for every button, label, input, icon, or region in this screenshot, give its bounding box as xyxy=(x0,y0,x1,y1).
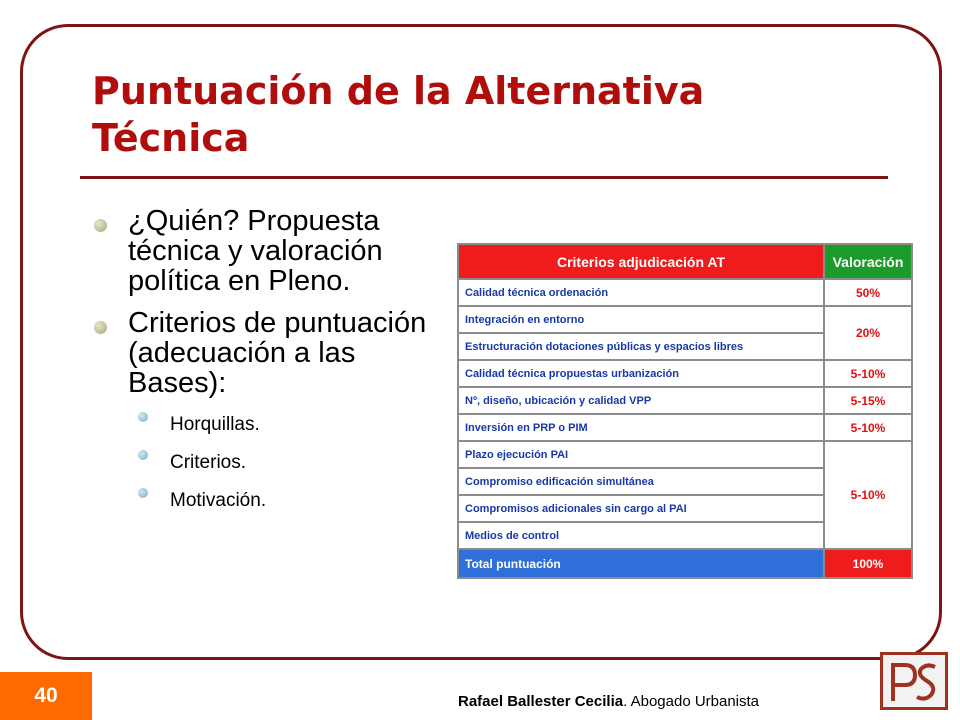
sub-bullet-dot-icon xyxy=(138,488,148,498)
criteria-cell: Nº, diseño, ubicación y calidad VPP xyxy=(458,387,824,414)
criteria-cell: Integración en entorno xyxy=(458,306,824,333)
criteria-cell: Plazo ejecución PAI xyxy=(458,441,824,468)
total-value-cell: 100% xyxy=(824,549,912,578)
criteria-cell: Estructuración dotaciones públicas y espacios libres xyxy=(458,333,824,360)
criteria-cell: Compromiso edificación simultánea xyxy=(458,468,824,495)
ps-logo xyxy=(880,652,948,710)
table-row xyxy=(458,441,912,468)
valuation-cell: 20% xyxy=(824,306,912,360)
footer-credit xyxy=(458,693,759,710)
bullet-text: Criterios de puntuación (adecuación a las Bases): xyxy=(128,307,427,399)
criteria-table xyxy=(457,243,913,579)
footer-role: . Abogado Urbanista xyxy=(623,693,760,710)
criteria-cell: Calidad técnica propuestas urbanización xyxy=(458,360,824,387)
total-label-cell: Total puntuación xyxy=(458,549,824,578)
valuation-cell: 5-10% xyxy=(824,441,912,549)
table-row xyxy=(458,387,912,414)
sub-bullet-text: Motivación. xyxy=(170,490,267,511)
valuation-header: Valoración xyxy=(824,244,912,279)
footer-author: Rafael Ballester Cecilia xyxy=(458,693,624,710)
page-number: 40 xyxy=(34,684,58,707)
table-total-row xyxy=(458,549,912,578)
bullet-item xyxy=(94,308,434,512)
slide-title: Puntuación de la Alternativa Técnica xyxy=(92,69,705,160)
valuation-cell: 50% xyxy=(824,279,912,306)
valuation-cell: 5-10% xyxy=(824,360,912,387)
table-row xyxy=(458,279,912,306)
criteria-cell: Medios de control xyxy=(458,522,824,549)
sub-bullet-dot-icon xyxy=(138,412,148,422)
sub-bullet-item xyxy=(128,452,434,474)
bullet-item xyxy=(94,206,434,296)
valuation-cell: 5-10% xyxy=(824,414,912,441)
criteria-cell: Inversión en PRP o PIM xyxy=(458,414,824,441)
sub-bullet-text: Horquillas. xyxy=(170,414,260,435)
table-row xyxy=(458,414,912,441)
table-row xyxy=(458,360,912,387)
sub-bullet-dot-icon xyxy=(138,450,148,460)
title-divider xyxy=(80,176,888,179)
table-header-row xyxy=(458,244,912,279)
sub-bullet-item xyxy=(128,490,434,512)
sub-bullet-list xyxy=(128,414,434,512)
sub-bullet-text: Criterios. xyxy=(170,452,247,473)
valuation-cell: 5-15% xyxy=(824,387,912,414)
page-number-badge xyxy=(0,672,92,720)
criteria-cell: Compromisos adicionales sin cargo al PAI xyxy=(458,495,824,522)
criteria-header: Criterios adjudicación AT xyxy=(458,244,824,279)
table-row xyxy=(458,306,912,333)
bullet-dot-icon xyxy=(94,321,107,334)
bullet-dot-icon xyxy=(94,219,107,232)
sub-bullet-item xyxy=(128,414,434,436)
bullet-text: ¿Quién? Propuesta técnica y valoración política en Pleno. xyxy=(128,205,383,297)
criteria-cell: Calidad técnica ordenación xyxy=(458,279,824,306)
bullet-list xyxy=(94,206,434,528)
ps-logo-icon xyxy=(883,655,945,707)
